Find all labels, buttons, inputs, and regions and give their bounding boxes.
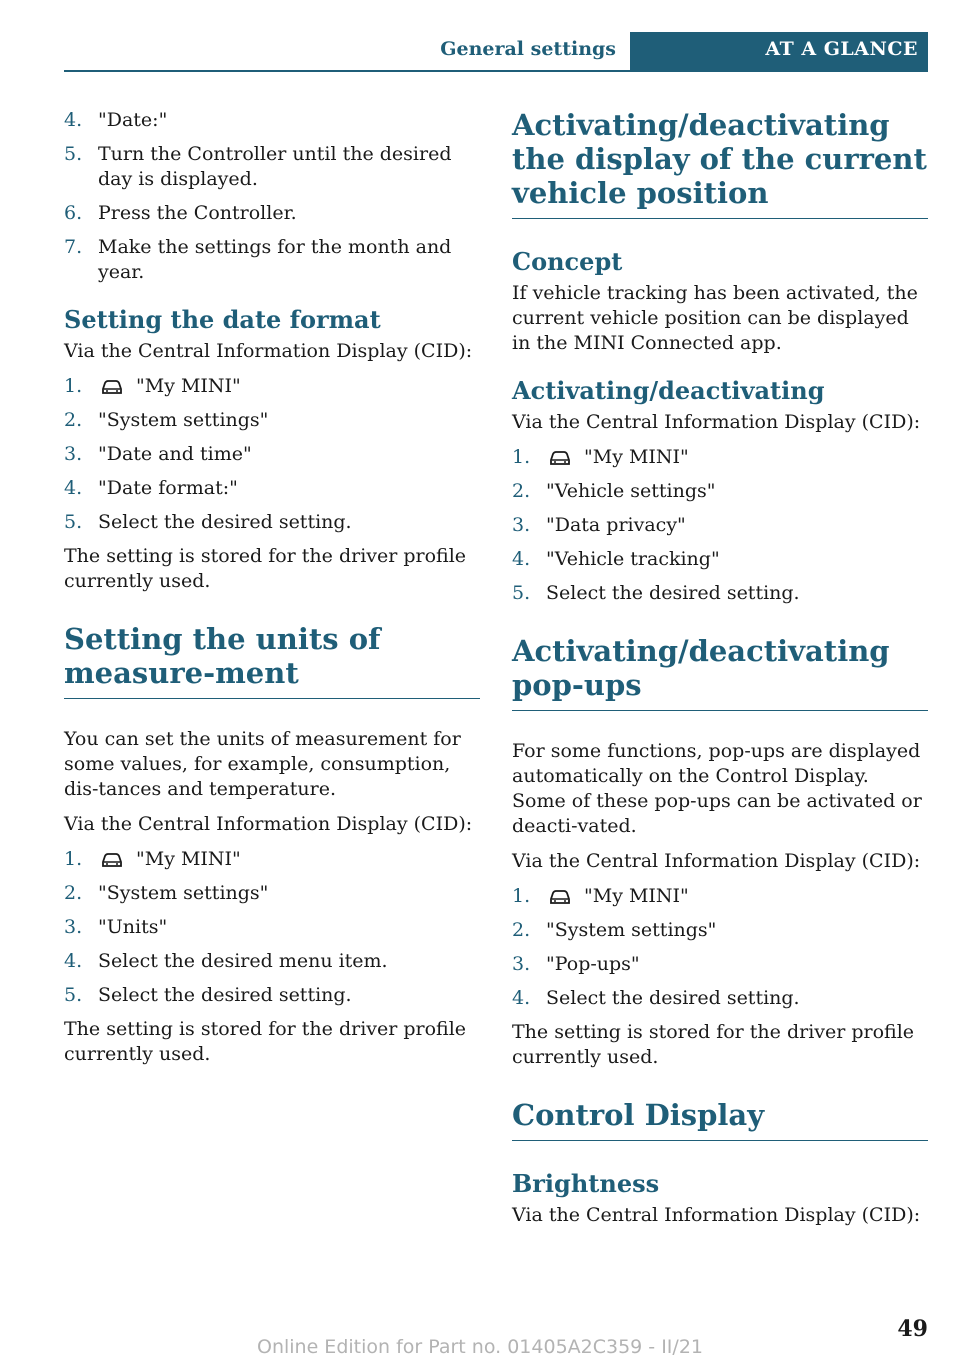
page-header [64,32,928,72]
step-number: 6. [64,202,83,224]
list-item [64,881,480,906]
units-steps [64,847,480,1008]
footer-edition: Online Edition for Part no. 01405A2C359 - II/21 [256,1336,703,1358]
list-item [64,142,480,192]
car-icon [100,852,124,868]
step-text: "My MINI" [136,848,241,870]
paragraph: Via the Central Information Display (CID): [64,813,473,835]
left-column [64,108,480,1077]
step-text: "Data privacy" [546,514,686,536]
step-text: "My MINI" [584,885,689,907]
header-chapter-tab: AT A GLANCE [630,32,928,72]
car-icon [548,889,572,905]
paragraph: Via the Central Information Display (CID): [512,1204,921,1226]
list-item [64,949,480,974]
list-item [64,510,480,535]
paragraph: Via the Central Information Display (CID): [512,411,921,433]
header-section-title: General settings [440,38,616,60]
step-number: 1. [64,848,83,870]
paragraph: For some functions, pop-ups are displayed automatically on the Control Display. Some of these pop-ups can be activated or deacti-vated. [512,740,922,837]
step-number: 2. [64,409,83,431]
section-heading-vehicle-position: Activating/deactivating the display of the current vehicle position [512,108,928,219]
step-number: 3. [64,916,83,938]
step-text: Select the desired setting. [98,511,352,533]
step-number: 7. [64,236,83,258]
step-number: 3. [512,514,531,536]
date-steps-continued [64,108,480,285]
step-text: "System settings" [98,882,269,904]
step-number: 4. [512,987,531,1009]
list-item [512,479,928,504]
car-icon [100,379,124,395]
vehicle-position-steps [512,445,928,606]
step-number: 1. [512,446,531,468]
step-text: "Pop-ups" [546,953,640,975]
list-item [64,408,480,433]
step-text: "System settings" [546,919,717,941]
step-text: Select the desired setting. [546,987,800,1009]
section-heading-date-format: Setting the date format [64,305,381,334]
paragraph: Via the Central Information Display (CID): [64,340,473,362]
paragraph: If vehicle tracking has been activated, the current vehicle position can be displayed in the MINI Connected app. [512,282,918,354]
step-text: "Date:" [98,109,168,131]
list-item [64,476,480,501]
section-heading-units: Setting the units of measure-ment [64,622,480,699]
page-number: 49 [897,1316,928,1342]
step-number: 3. [512,953,531,975]
step-text: Select the desired setting. [546,582,800,604]
step-text: "Units" [98,916,168,938]
list-item [64,235,480,285]
list-item [64,847,480,872]
step-number: 4. [64,950,83,972]
step-number: 2. [64,882,83,904]
list-item [512,918,928,943]
section-heading-popups: Activating/deactivating pop-ups [512,634,928,711]
step-text: "My MINI" [584,446,689,468]
list-item [64,374,480,399]
subheading-concept: Concept [512,247,623,276]
step-text: Select the desired setting. [98,984,352,1006]
list-item [512,952,928,977]
list-item [64,201,480,226]
step-number: 5. [64,511,83,533]
date-format-steps [64,374,480,535]
subheading-brightness: Brightness [512,1169,660,1198]
paragraph: You can set the units of measurement for some values, for example, consumption, dis-tances and temperature. [64,728,461,800]
list-item [512,884,928,909]
step-number: 2. [512,919,531,941]
subheading-activating: Activating/deactivating [512,376,825,405]
list-item [512,547,928,572]
list-item [64,983,480,1008]
step-number: 3. [64,443,83,465]
step-number: 1. [64,375,83,397]
step-text: Press the Controller. [98,202,297,224]
paragraph: Via the Central Information Display (CID): [512,850,921,872]
step-number: 5. [64,143,83,165]
step-text: "Vehicle settings" [546,480,716,502]
step-text: "Date and time" [98,443,252,465]
car-icon [548,450,572,466]
step-number: 4. [64,109,83,131]
step-number: 4. [512,548,531,570]
list-item [512,513,928,538]
paragraph: The setting is stored for the driver profile currently used. [64,545,467,592]
right-column [512,108,928,1238]
list-item [512,445,928,470]
step-text: "Date format:" [98,477,238,499]
step-number: 5. [512,582,531,604]
step-text: "Vehicle tracking" [546,548,720,570]
section-heading-control-display: Control Display [512,1098,928,1141]
list-item [512,581,928,606]
list-item [64,915,480,940]
list-item [64,108,480,133]
step-number: 2. [512,480,531,502]
step-text: Make the settings for the month and year. [98,236,452,283]
paragraph: The setting is stored for the driver profile currently used. [64,1018,467,1065]
step-text: Select the desired menu item. [98,950,388,972]
header-rule [64,70,928,72]
step-text: "My MINI" [136,375,241,397]
step-number: 5. [64,984,83,1006]
list-item [64,442,480,467]
step-number: 1. [512,885,531,907]
paragraph: The setting is stored for the driver profile currently used. [512,1021,915,1068]
step-number: 4. [64,477,83,499]
step-text: "System settings" [98,409,269,431]
popups-steps [512,884,928,1011]
list-item [512,986,928,1011]
step-text: Turn the Controller until the desired day is displayed. [98,143,452,190]
